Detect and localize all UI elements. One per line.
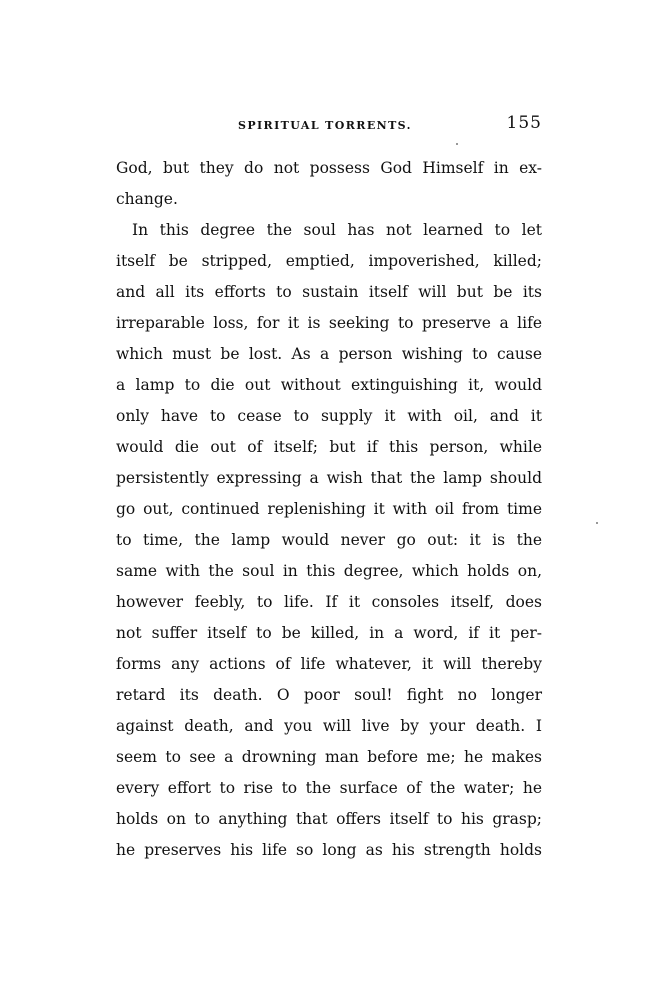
text-line: not suffer itself to be killed, in a word, if it per- xyxy=(116,624,542,642)
text-line: God, but they do not possess God Himself in ex- xyxy=(116,159,542,177)
paper-speck xyxy=(596,522,598,524)
text-line: against death, and you will live by your death. I xyxy=(116,717,542,735)
text-line: and all its efforts to sustain itself will but be its xyxy=(116,283,542,301)
text-line: retard its death. O poor soul! fight no longer xyxy=(116,686,542,704)
text-line: he preserves his life so long as his strength holds xyxy=(116,841,542,859)
text-line: however feebly, to life. If it consoles itself, does xyxy=(116,593,542,611)
text-line: same with the soul in this degree, which holds on, xyxy=(116,562,542,580)
text-line: only have to cease to supply it with oil, and it xyxy=(116,407,542,425)
text-line: which must be lost. As a person wishing to cause xyxy=(116,345,542,363)
text-line: persistently expressing a wish that the lamp should xyxy=(116,469,542,487)
body-text xyxy=(116,153,542,866)
text-line: change. xyxy=(116,190,178,208)
text-line: go out, continued replenishing it with oil from time xyxy=(116,500,542,518)
text-line: every effort to rise to the surface of the water; he xyxy=(116,779,542,797)
text-line: seem to see a drowning man before me; he makes xyxy=(116,748,542,766)
text-line: holds on to anything that offers itself to his grasp; xyxy=(116,810,542,828)
text-line: a lamp to die out without extinguishing it, would xyxy=(116,376,542,394)
text-line: forms any actions of life whatever, it will thereby xyxy=(116,655,542,673)
text-line: would die out of itself; but if this person, while xyxy=(116,438,542,456)
paper-speck xyxy=(456,143,458,145)
paragraph-first-line: In this degree the soul has not learned to let xyxy=(132,221,542,239)
page-number: 155 xyxy=(506,113,542,133)
running-head xyxy=(116,113,542,137)
text-line: itself be stripped, emptied, impoverished, killed; xyxy=(116,252,542,270)
text-line: to time, the lamp would never go out: it is the xyxy=(116,531,542,549)
text-line: irreparable loss, for it is seeking to preserve a life xyxy=(116,314,542,332)
running-title: SPIRITUAL TORRENTS. xyxy=(238,119,412,132)
